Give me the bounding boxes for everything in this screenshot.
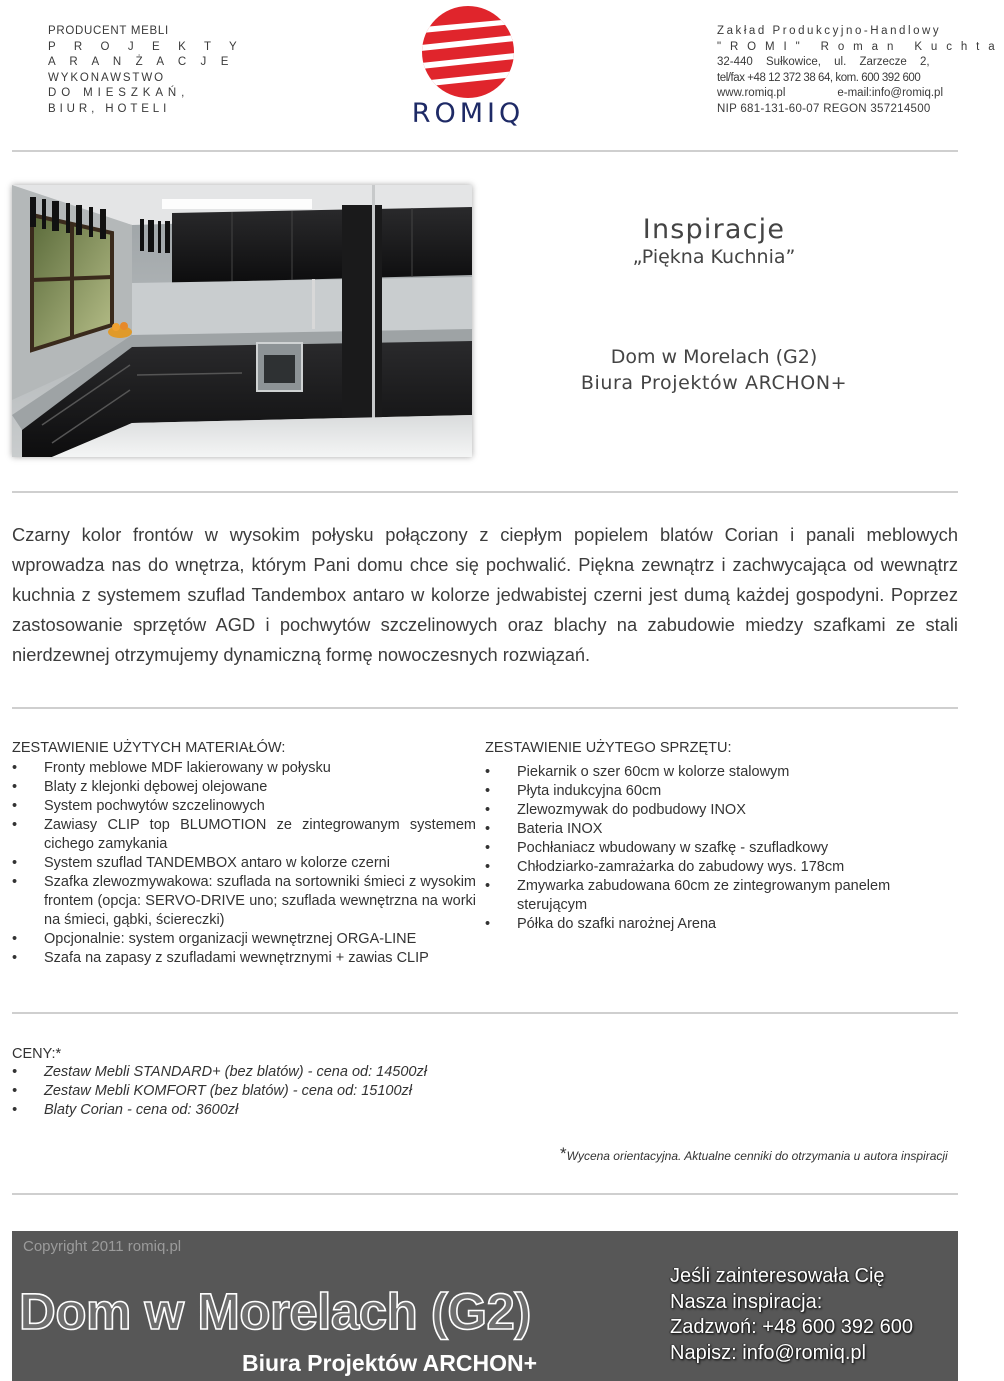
equipment-list xyxy=(485,763,955,934)
list-item: • Fronty meblowe MDF lakierowany w połysku xyxy=(12,759,476,778)
project-name: Dom w Morelach (G2) xyxy=(610,346,818,368)
list-item: • Opcjonalnie: system organizacji wewnętrznej ORGA-LINE xyxy=(12,930,476,949)
divider xyxy=(12,150,958,152)
footer-title: Dom w Morelach (G2) xyxy=(19,1283,531,1340)
materials-section xyxy=(12,740,476,968)
list-item: • Zestaw Mebli KOMFORT (bez blatów) - cena od: 15100zł xyxy=(12,1082,612,1101)
list-item: • System pochwytów szczelinowych xyxy=(12,797,476,816)
materials-title: ZESTAWIENIE UŻYTYCH MATERIAŁÓW: xyxy=(12,740,286,756)
project-author: Biura Projektów ARCHON+ xyxy=(580,372,848,394)
email-link[interactable]: e-mail:info@romiq.pl xyxy=(837,87,943,99)
company-registry: NIP 681-131-60-07 REGON 357214500 xyxy=(717,102,931,115)
list-item: • Piekarnik o szer 60cm w kolorze stalowym xyxy=(485,763,955,782)
list-item: • Zlewozmywak do podbudowy INOX xyxy=(485,801,955,820)
divider xyxy=(12,707,958,709)
list-item: • Pochłaniacz wbudowany w szafkę - szufladkowy xyxy=(485,839,955,858)
divider xyxy=(12,491,958,493)
tagline-line: WYKONAWSTWO xyxy=(48,71,165,84)
header-tagline xyxy=(48,24,245,117)
list-item: • Szafka zlewozmywakowa: szuflada na sortowniki śmieci z wysokim frontem (opcja: SERVO-DRIVE uno; szuflada wewnętrzna na worki na śmieci, gąbki, ściereczki) xyxy=(12,873,476,930)
cta-line: Nasza inspiracja: xyxy=(670,1290,823,1313)
prices-title: CENY:* xyxy=(12,1046,62,1062)
footer-subtitle: Biura Projektów ARCHON+ xyxy=(242,1350,538,1376)
contact-cta xyxy=(670,1264,960,1366)
list-item: • Blaty Corian - cena od: 3600zł xyxy=(12,1101,612,1120)
tagline-line: A R A N Ż A C J E xyxy=(48,56,234,68)
price-note xyxy=(560,1144,958,1164)
phone-label: Zadzwoń: xyxy=(670,1316,757,1338)
tagline-line: DO MIESZKAŃ, xyxy=(48,87,190,99)
header-contact xyxy=(717,24,1004,117)
equipment-section xyxy=(485,740,955,934)
page-subtitle: „Piękna Kuchnia” xyxy=(632,246,796,268)
prices-section xyxy=(12,1046,612,1120)
list-item: • Zestaw Mebli STANDARD+ (bez blatów) - cena od: 14500zł xyxy=(12,1063,612,1082)
page-title: Inspiracje xyxy=(642,214,786,245)
tagline-line: PRODUCENT MEBLI xyxy=(48,25,169,37)
company-name: Zakład Produkcyjno-Handlowy xyxy=(717,25,942,37)
email-link[interactable]: info@romiq.pl xyxy=(742,1341,866,1364)
list-item: • Blaty z klejonki dębowej olejowane xyxy=(12,778,476,797)
divider xyxy=(12,1193,958,1195)
email-label: Napisz: xyxy=(670,1341,737,1364)
list-item: • Płyta indukcyjna 60cm xyxy=(485,782,955,801)
note-text: Wycena orientacyjna. Aktualne cenniki do otrzymania u autora inspiracji xyxy=(566,1149,948,1163)
cta-line: Jeśli zainteresowała Cię xyxy=(670,1265,885,1287)
list-item: • Chłodziarko-zamrażarka do zabudowy wys. 178cm xyxy=(485,858,955,877)
company-address: 32-440 Sułkowice, ul. Zarzecze 2, xyxy=(717,56,930,68)
equipment-title: ZESTAWIENIE UŻYTEGO SPRZĘTU: xyxy=(485,740,732,756)
list-item: • Szafa na zapasy z szufladami wewnętrznymi + zawias CLIP xyxy=(12,949,476,968)
note-asterisk: * xyxy=(560,1144,567,1163)
materials-list xyxy=(12,759,476,968)
website-link[interactable]: www.romiq.pl xyxy=(717,87,786,99)
copyright: Copyright 2011 romiq.pl xyxy=(23,1238,182,1255)
list-item: • Zawiasy CLIP top BLUMOTION ze zintegrowanym systemem cichego zamykania xyxy=(12,816,476,854)
kitchen-description: Czarny kolor frontów w wysokim połysku połączony z ciepłym popielem blatów Corian i panali meblowych wprowadza nas do wnętrza, którym Pani domu chce się pochwalić. Piękna zewnątrz i zachwycająca od wewnątrz kuchnia z systemem szuflad Tandembox antaro w kolorze jedwabistej czerni jest dumą każdej gospodyni. Poprzez zastosowanie sprzętów AGD i pochwytów szczelinowych oraz blachy na zabudowie miedzy szafkami ze stali nierdzewnej otrzymujemy dynamiczną formę nowoczesnych rozwiązań. xyxy=(12,524,958,665)
kitchen-photo xyxy=(12,185,472,457)
tagline-line: BIUR, HOTELI xyxy=(48,102,171,115)
company-owner: "ROMI" Roman Kuchta xyxy=(717,40,1004,53)
divider xyxy=(12,1012,958,1014)
list-item: • Zmywarka zabudowana 60cm ze zintegrowanym panelem sterującym xyxy=(485,877,955,915)
list-item: • System szuflad TANDEMBOX antaro w kolorze czerni xyxy=(12,854,476,873)
phone-link[interactable]: +48 600 392 600 xyxy=(762,1316,913,1338)
list-item: • Półka do szafki narożnej Arena xyxy=(485,915,955,934)
list-item: • Bateria INOX xyxy=(485,820,955,839)
logo-wordmark: ROMIQ xyxy=(411,98,525,129)
tagline-line: P R O J E K T Y xyxy=(48,40,245,53)
prices-list xyxy=(12,1063,612,1120)
company-phone: tel/fax +48 12 372 38 64, kom. 600 392 600 xyxy=(717,71,921,84)
